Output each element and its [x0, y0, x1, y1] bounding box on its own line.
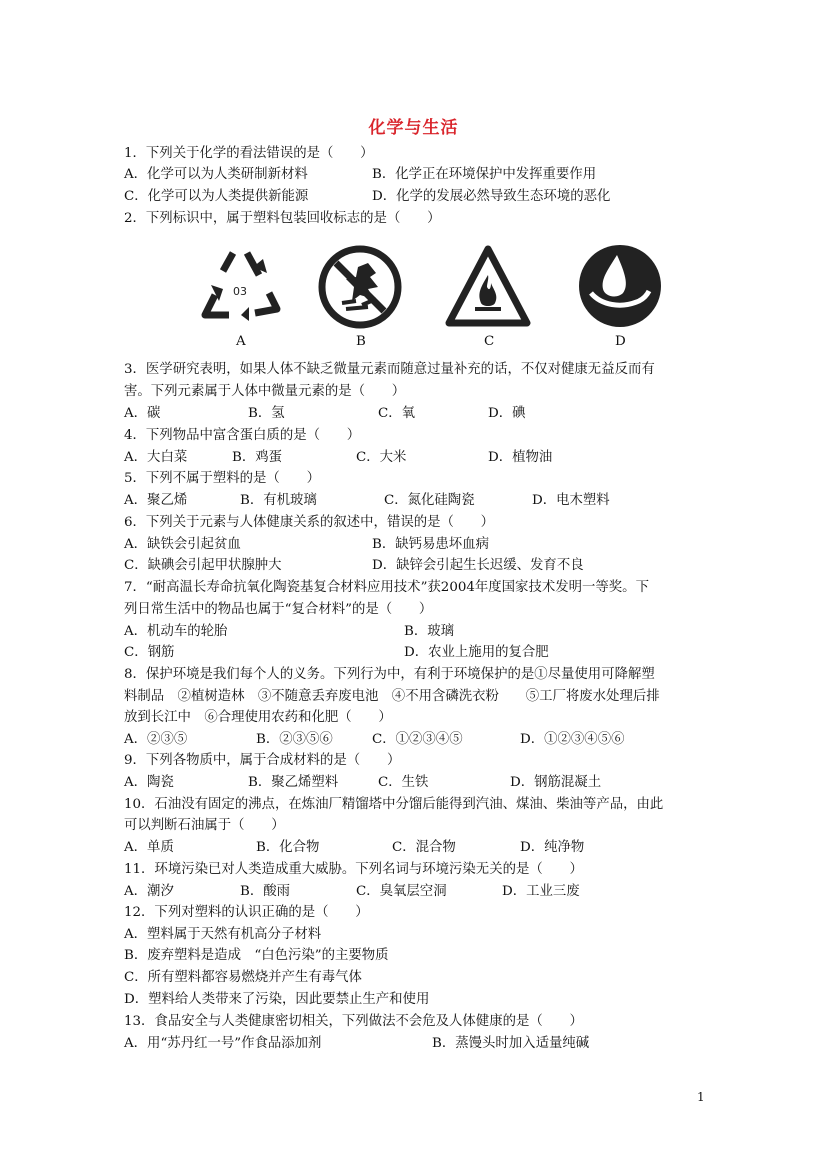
q4-option-c: C．大米	[356, 450, 407, 465]
q5-stem: 5．下列不属于塑料的是（ ）	[124, 471, 320, 486]
q13-option-a: A．用“苏丹红一号”作食品添加剂	[124, 1036, 322, 1051]
q11-stem: 11．环境污染已对人类造成重大威胁。下列名词与环境污染无关的是（ ）	[124, 862, 583, 877]
q8-option-d: D．①②③④⑤⑥	[520, 732, 625, 747]
q12-option-b: B．废弃塑料是造成 “白色污染”的主要物质	[124, 948, 389, 963]
q3-stem-line1: 3．医学研究表明，如果人体不缺乏微量元素而随意过量补充的话，不仅对健康无益反而有	[124, 362, 655, 377]
q10-option-a: A．单质	[124, 840, 174, 855]
q2-label-c: C	[484, 334, 495, 349]
q9-option-d: D．钢筋混凝土	[510, 775, 602, 790]
q10-option-d: D．纯净物	[520, 840, 585, 855]
q7-option-b: B．玻璃	[404, 624, 455, 639]
q4-stem: 4．下列物品中富含蛋白质的是（ ）	[124, 428, 361, 443]
q6-option-a: A．缺铁会引起贫血	[124, 537, 241, 552]
q2-stem: 2．下列标识中，属于塑料包装回收标志的是（ ）	[124, 211, 441, 226]
water-saving-icon	[577, 243, 663, 329]
q8-option-c: C．①②③④⑤	[372, 732, 463, 747]
q3-stem-line2: 害。下列元素属于人体中微量元素的是（ ）	[124, 384, 406, 399]
no-burning-icon	[316, 243, 404, 331]
svg-text:03: 03	[233, 285, 247, 298]
q9-option-b: B．聚乙烯塑料	[248, 775, 339, 790]
q7-stem-line2: 列日常生活中的物品也属于“复合材料”的是（ ）	[124, 602, 433, 617]
q2-label-a: A	[236, 334, 246, 349]
q3-option-d: D．碘	[488, 406, 526, 421]
q1-option-d: D．化学的发展必然导致生态环境的恶化	[372, 189, 611, 204]
q9-option-c: C．生铁	[378, 775, 429, 790]
q5-option-d: D．电木塑料	[532, 493, 610, 508]
q4-option-a: A．大白菜	[124, 450, 188, 465]
q10-option-b: B．化合物	[256, 840, 320, 855]
q8-stem-line2: 料制品 ②植树造林 ③不随意丢弃废电池 ④不用含磷洗衣粉 ⑤工厂将废水处理后排	[124, 689, 660, 704]
q10-option-c: C．混合物	[392, 840, 456, 855]
q7-option-a: A．机动车的轮胎	[124, 624, 228, 639]
q10-stem-line1: 10．石油没有固定的沸点，在炼油厂精馏塔中分馏后能得到汽油、煤油、柴油等产品，由此	[124, 797, 664, 812]
q2-label-d: D	[615, 334, 626, 349]
q6-option-b: B．缺钙易患坏血病	[372, 537, 489, 552]
q1-option-b: B．化学正在环境保护中发挥重要作用	[372, 167, 597, 182]
q11-option-a: A．潮汐	[124, 884, 174, 899]
flammable-warning-icon	[445, 243, 531, 329]
q9-stem: 9．下列各物质中，属于合成材料的是（ ）	[124, 753, 401, 768]
q11-option-d: D．工业三废	[502, 884, 580, 899]
q8-option-b: B．②③⑤⑥	[256, 732, 333, 747]
q8-option-a: A．②③⑤	[124, 732, 188, 747]
q3-option-a: A．碳	[124, 406, 161, 421]
q5-option-c: C．氮化硅陶瓷	[384, 493, 475, 508]
q12-stem: 12．下列对塑料的认识正确的是（ ）	[124, 905, 369, 920]
q9-option-a: A．陶瓷	[124, 775, 174, 790]
q3-option-b: B．氢	[248, 406, 285, 421]
q1-option-c: C．化学可以为人类提供新能源	[124, 189, 309, 204]
q8-stem-line1: 8．保护环境是我们每个人的义务。下列行为中，有利于环境保护的是①尽量使用可降解塑	[124, 667, 655, 682]
q8-stem-line3: 放到长江中 ⑥合理使用农药和化肥（ ）	[124, 710, 392, 725]
q4-option-d: D．植物油	[488, 450, 553, 465]
q3-option-c: C．氧	[378, 406, 416, 421]
q4-option-b: B．鸡蛋	[232, 450, 283, 465]
q6-option-d: D．缺锌会引起生长迟缓、发育不良	[372, 558, 584, 573]
q7-stem-line1: 7．“耐高温长寿命抗氧化陶瓷基复合材料应用技术”获2004年度国家技术发明一等奖。下	[124, 580, 649, 595]
q6-stem: 6．下列关于元素与人体健康关系的叙述中，错误的是（ ）	[124, 515, 495, 530]
q5-option-b: B．有机玻璃	[240, 493, 317, 508]
q7-option-c: C．钢筋	[124, 645, 175, 660]
q13-option-b: B．蒸馒头时加入适量纯碱	[432, 1036, 590, 1051]
q11-option-c: C．臭氧层空洞	[356, 884, 447, 899]
q12-option-a: A．塑料属于天然有机高分子材料	[124, 927, 322, 942]
recycle-triangle-icon	[197, 243, 283, 329]
q11-option-b: B．酸雨	[240, 884, 291, 899]
q12-option-c: C．所有塑料都容易燃烧并产生有毒气体	[124, 970, 362, 985]
page-number: 1	[697, 1090, 705, 1104]
q5-option-a: A．聚乙烯	[124, 493, 188, 508]
q12-option-d: D．塑料给人类带来了污染，因此要禁止生产和使用	[124, 992, 430, 1007]
q13-stem: 13．食品安全与人类健康密切相关，下列做法不会危及人体健康的是（ ）	[124, 1014, 583, 1029]
document-title: 化学与生活	[368, 118, 459, 138]
q10-stem-line2: 可以判断石油属于（ ）	[124, 818, 285, 833]
q2-label-b: B	[356, 334, 366, 349]
q1-stem: 1．下列关于化学的看法错误的是（ ）	[124, 146, 374, 161]
q7-option-d: D．农业上施用的复合肥	[404, 645, 549, 660]
q1-option-a: A．化学可以为人类研制新材料	[124, 167, 308, 182]
q6-option-c: C．缺碘会引起甲状腺肿大	[124, 558, 282, 573]
